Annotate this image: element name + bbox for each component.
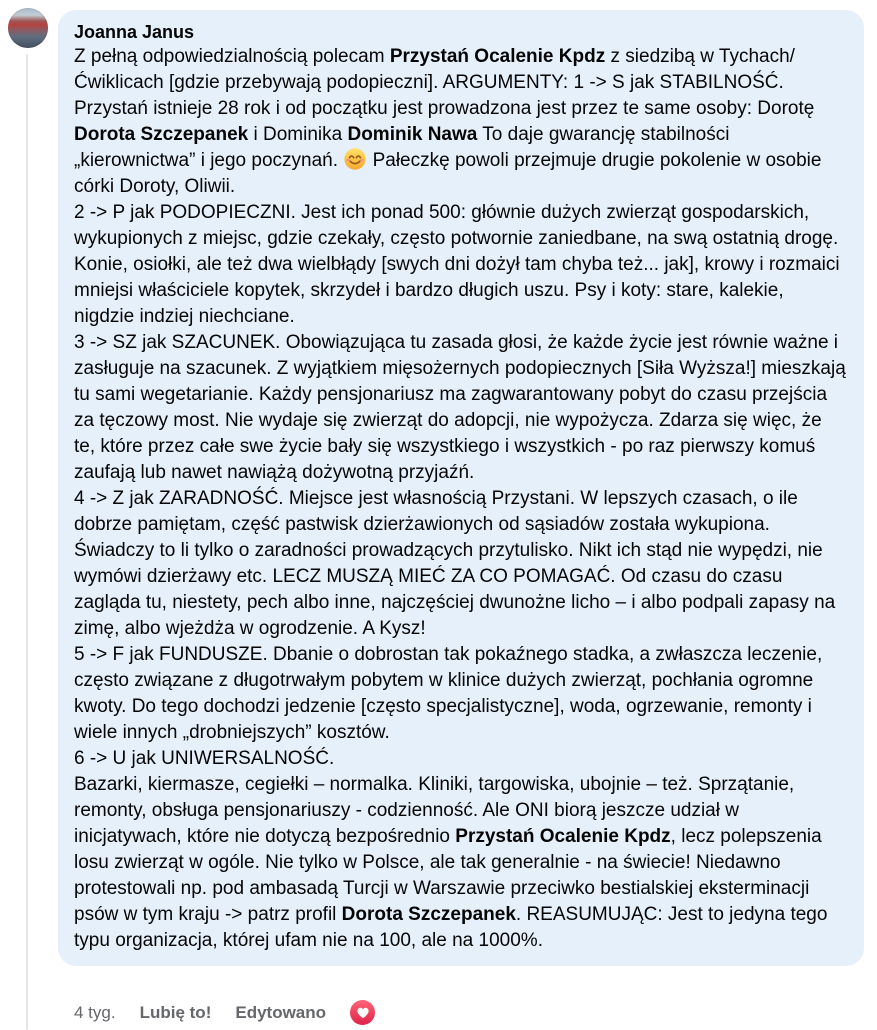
text-run: 2 -> P jak PODOPIECZNI. Jest ich ponad 500: głównie dużych zwierząt gospodarskich, wykupionych z miejsc, gdzie czekały, często potwornie zaniedbane, na swą ostatnią drogę. Konie, osiołki, ale też dwa wielbłądy [swych dni dożył tam chyba też... jak], krowy i rozmaici mniejsi właściciele kopytek, skrzydeł i bardzo długich uszu. Psy i koty: stare, kalekie, nigdzie indziej niechciane. bbox=[74, 202, 840, 327]
text-run: i Dominika bbox=[248, 124, 348, 145]
text-run: 3 -> SZ jak SZACUNEK. Obowiązująca tu zasada głosi, że każde życie jest równie ważne i zasługuje na szacunek. Z wyjątkiem mięsożernych podopiecznych [Siła Wyższa!] mieszkają tu sami wegetarianie. Każdy pensjonariusz ma zagwarantowany pobyt do czasu przejścia za tęczowy most. Nie wydaje się zwierząt do adopcji, nie wypożycza. Zdarza się więc, że te, które przez całe swe życie bały się wszystkiego i wszystkich - po raz pierwszy komuś zaufają lub nawet nawiążą dożywotną przyjaźń. bbox=[74, 332, 846, 483]
author-name[interactable]: Joanna Janus bbox=[74, 22, 195, 42]
reply-thread-line bbox=[26, 54, 28, 1030]
comment-text bbox=[74, 44, 848, 954]
text-run: Z pełną odpowiedzialnością polecam bbox=[74, 46, 390, 67]
comment-paragraph bbox=[74, 772, 848, 954]
comment-paragraph bbox=[74, 642, 848, 746]
mention-link[interactable]: Przystań Ocalenie Kpdz bbox=[455, 826, 671, 847]
love-reaction-icon[interactable] bbox=[350, 1000, 375, 1025]
text-run: Bazarki, kiermasze, cegiełki – normalka. Kliniki, targowiska, ubojnie – też. Sprzątanie, remonty, obsługa pensjonariuszy - codzienność. Ale ONI biorą jeszcze udział w inicjatywach, które nie dotyczą bezpośrednio bbox=[74, 774, 795, 847]
mention-link[interactable]: Przystań Ocalenie Kpdz bbox=[389, 46, 606, 67]
comment-paragraph bbox=[74, 200, 848, 330]
comment-paragraph bbox=[74, 330, 848, 486]
text-run: 4 -> Z jak ZARADNOŚĆ. Miejsce jest własnością Przystani. W lepszych czasach, o ile dobrze pamiętam, część pastwisk dzierżawionych od sąsiadów została wykupiona. Świadczy to li tylko o zaradności prowadzących przytulisko. Nikt ich stąd nie wypędzi, nie wymówi dzierżawy etc. LECZ MUSZĄ MIEĆ ZA CO POMAGAĆ. Od czasu do czasu zagląda tu, niestety, pech albo inne, najczęściej dwunożne licho – i albo podpali zapasy na zimę, albo wjeżdża w ogrodzenie. A Kysz! bbox=[74, 488, 836, 639]
avatar[interactable] bbox=[8, 8, 48, 48]
edited-label[interactable]: Edytowano bbox=[235, 1002, 327, 1022]
mention-link[interactable]: Dorota Szczepanek bbox=[341, 904, 516, 925]
comment-footer bbox=[74, 1000, 375, 1025]
timestamp-link[interactable]: 4 tyg. bbox=[74, 1002, 116, 1022]
text-run: z siedzibą w Tychach/Ćwiklicach [gdzie przebywają podopieczni]. ARGUMENTY: 1 -> S jak STABILNOŚĆ. Przystań istnieje 28 rok i od początku jest prowadzona jest przez te same osoby: Dorotę bbox=[74, 46, 815, 119]
text-run: To daje gwarancję stabilności „kierownictwa” i jego poczynań. bbox=[74, 124, 730, 171]
text-run: Pałeczkę powoli przejmuje drugie pokolenie w osobie córki Doroty, Oliwii. bbox=[74, 150, 822, 197]
comment-paragraph bbox=[74, 44, 848, 200]
smiling-face-emoji bbox=[344, 148, 366, 170]
text-run: 5 -> F jak FUNDUSZE. Dbanie o dobrostan tak pokaźnego stadka, a zwłaszcza leczenie, często związane z długotrwałym pobytem w klinice dużych zwierząt, pochłania ogromne kwoty. Do tego dochodzi jedzenie [często specjalistyczne], woda, ogrzewanie, remonty i wiele innych „drobniejszych” kosztów. bbox=[74, 644, 823, 743]
mention-link[interactable]: Dorota Szczepanek bbox=[74, 124, 249, 145]
comment-paragraph bbox=[74, 486, 848, 642]
text-run: 6 -> U jak UNIWERSALNOŚĆ. bbox=[74, 748, 335, 769]
mention-link[interactable]: Dominik Nawa bbox=[347, 124, 478, 145]
comment-paragraph bbox=[74, 746, 848, 772]
text-run: , lecz polepszenia losu zwierząt w ogóle. Nie tylko w Polsce, ale tak generalnie - na świecie! Niedawno protestowali np. pod ambasadą Turcji w Warszawie przeciwko bestialskiej eksterminacji psów w tym kraju -> patrz profil bbox=[74, 826, 822, 925]
like-button[interactable]: Lubię to! bbox=[139, 1002, 212, 1022]
comment-bubble bbox=[58, 10, 864, 966]
text-run: . REASUMUJĄC: Jest to jedyna tego typu organizacja, której ufam nie na 100, ale na 1000%. bbox=[74, 904, 828, 951]
